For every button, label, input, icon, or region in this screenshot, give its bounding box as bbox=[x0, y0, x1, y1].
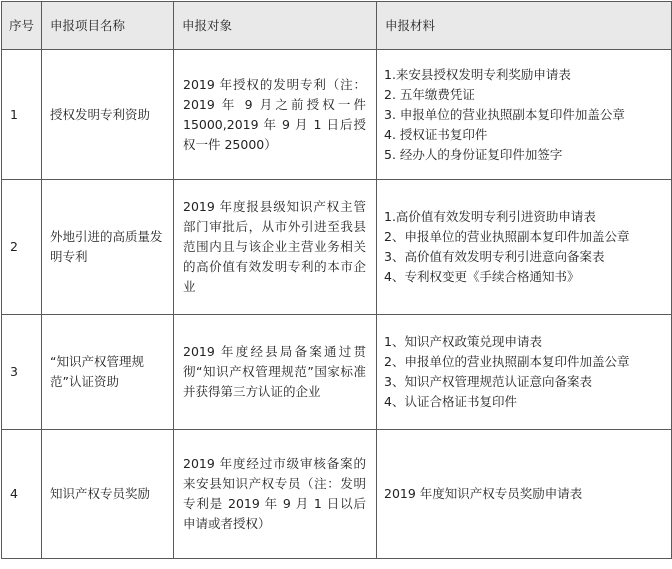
material-item: 1.高价值有效发明专利引进资助申请表 bbox=[384, 209, 596, 224]
table-row bbox=[2, 430, 672, 559]
material-item: 1、知识产权政策兑现申请表 bbox=[384, 334, 542, 349]
material-item: 3、高价值有效发明专利引进意向备案表 bbox=[384, 249, 605, 264]
material-item: 2. 五年缴费凭证 bbox=[384, 86, 475, 102]
row-number: 1 bbox=[2, 50, 42, 180]
material-item: 2019 年度知识产权专员奖励申请表 bbox=[384, 486, 583, 501]
material-item: 2、申报单位的营业执照副本复印件加盖公章 bbox=[384, 229, 630, 244]
header-serial-number: 序号 bbox=[2, 2, 42, 50]
table-row bbox=[2, 50, 672, 180]
project-name: 外地引进的高质量发明专利 bbox=[42, 180, 174, 315]
row-number: 3 bbox=[2, 315, 42, 430]
material-item: 4、认证合格证书复印件 bbox=[384, 394, 517, 409]
row-number: 4 bbox=[2, 430, 42, 559]
table-row bbox=[2, 180, 672, 315]
materials-list bbox=[377, 315, 672, 430]
header-applicant: 申报对象 bbox=[174, 2, 377, 50]
applicant-description: 2019 年度报县级知识产权主管部门审批后，从市外引进至我县范围内且与该企业主营业务相关的高价值有效发明专利的本市企业 bbox=[174, 180, 377, 315]
project-name: 授权发明专利资助 bbox=[42, 50, 174, 180]
applicant-description: 2019 年度经县局备案通过贯彻“知识产权管理规范”国家标准并获得第三方认证的企业 bbox=[174, 315, 377, 430]
project-name: “知识产权管理规范”认证资助 bbox=[42, 315, 174, 430]
row-number: 2 bbox=[2, 180, 42, 315]
applicant-description: 2019 年度经过市级审核备案的来安县知识产权专员（注：发明专利是 2019 年 9 月 1 日以后申请或者授权） bbox=[174, 430, 377, 559]
material-item: 3. 申报单位的营业执照副本复印件加盖公章 bbox=[384, 106, 625, 122]
project-name: 知识产权专员奖励 bbox=[42, 430, 174, 559]
material-item: 5. 经办人的身份证复印件加签字 bbox=[384, 146, 563, 162]
table-row bbox=[2, 315, 672, 430]
material-item: 3、知识产权管理规范认证意向备案表 bbox=[384, 374, 592, 389]
materials-list bbox=[377, 180, 672, 315]
material-item: 4、专利权变更《手续合格通知书》 bbox=[384, 269, 580, 284]
header-project-name: 申报项目名称 bbox=[42, 2, 174, 50]
material-item: 2、申报单位的营业执照副本复印件加盖公章 bbox=[384, 354, 630, 369]
materials-list bbox=[377, 50, 672, 180]
material-item: 1.来安县授权发明专利奖励申请表 bbox=[384, 66, 571, 82]
material-item: 4. 授权证书复印件 bbox=[384, 126, 488, 142]
applicant-description: 2019 年授权的发明专利（注：2019 年 9 月之前授权一件 15000,2019 年 9 月 1 日后授权一件 25000） bbox=[174, 50, 377, 180]
application-materials-table bbox=[1, 1, 672, 559]
materials-list bbox=[377, 430, 672, 559]
header-materials: 申报材料 bbox=[377, 2, 672, 50]
table-header-row bbox=[2, 2, 672, 50]
